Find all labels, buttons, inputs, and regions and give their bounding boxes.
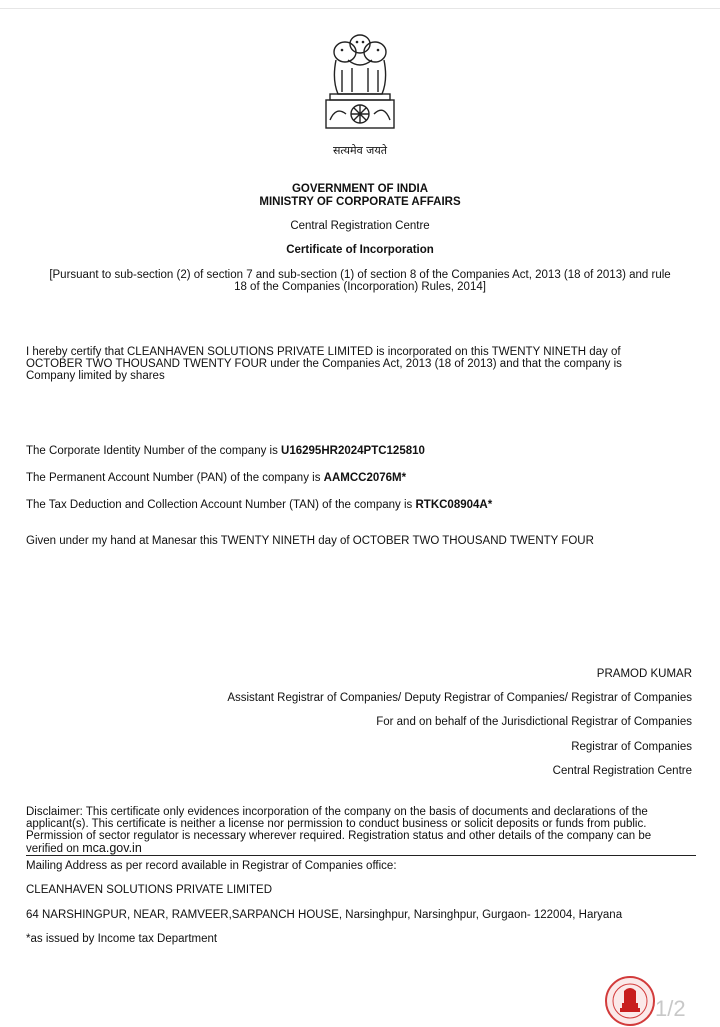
disclaimer xyxy=(26,806,694,855)
signatory-office: Central Registration Centre xyxy=(552,765,692,777)
ministry-heading: MINISTRY OF CORPORATE AFFAIRS xyxy=(259,196,461,208)
mca-link[interactable]: mca.gov.in xyxy=(82,841,142,855)
signatory-on-behalf: For and on behalf of the Jurisdictional Registrar of Companies xyxy=(376,716,692,728)
disclaimer-line: Permission of sector regulator is necessary wherever required. Registration status and other details of the company can be xyxy=(26,830,652,842)
pursuant-line-2: 18 of the Companies (Incorporation) Rules, 2014] xyxy=(234,281,486,293)
given-under-line: Given under my hand at Manesar this TWENTY NINETH day of OCTOBER TWO THOUSAND TWENTY FOUR xyxy=(26,535,594,547)
signatory-designation: Assistant Registrar of Companies/ Deputy Registrar of Companies/ Registrar of Companies xyxy=(227,692,692,704)
emblem-motto: सत्यमेव जयते xyxy=(332,144,387,157)
official-seal-icon xyxy=(604,975,656,1027)
disclaimer-line: Disclaimer: This certificate only evidences incorporation of the company on the basis of documents and declarations of the xyxy=(26,806,648,818)
certificate-title: Certificate of Incorporation xyxy=(286,244,434,256)
tan-line xyxy=(26,499,492,511)
pan-value: AAMCC2076M* xyxy=(323,472,407,484)
cin-line xyxy=(26,445,425,457)
disclaimer-line xyxy=(26,842,694,855)
certification-line: I hereby certify that CLEANHAVEN SOLUTIONS PRIVATE LIMITED is incorporated on this TWENTY NINETH day of xyxy=(26,346,621,358)
signatory-name: PRAMOD KUMAR xyxy=(596,668,692,680)
pan-label: The Permanent Account Number (PAN) of the company is xyxy=(26,472,324,484)
government-heading: GOVERNMENT OF INDIA xyxy=(291,183,429,195)
centre-name: Central Registration Centre xyxy=(290,220,430,232)
page-indicator: 1/2 xyxy=(655,996,686,1021)
tan-label: The Tax Deduction and Collection Account Number (TAN) of the company is xyxy=(26,499,416,511)
mailing-company: CLEANHAVEN SOLUTIONS PRIVATE LIMITED xyxy=(26,884,273,896)
footnote: *as issued by Income tax Department xyxy=(26,933,218,945)
mailing-address: 64 NARSHINGPUR, NEAR, RAMVEER,SARPANCH HOUSE, Narsinghpur, Narsinghpur, Gurgaon- 122004, Haryana xyxy=(26,909,623,921)
certification-line: Company limited by shares xyxy=(26,370,165,382)
disclaimer-line: applicant(s). This certificate is neither a license nor permission to conduct business or solicit deposits or funds from public. xyxy=(26,818,647,830)
pan-line xyxy=(26,472,406,484)
cin-label: The Corporate Identity Number of the company is xyxy=(26,445,282,457)
certification-paragraph xyxy=(26,346,694,382)
cin-value: U16295HR2024PTC125810 xyxy=(281,445,425,457)
disclaimer-divider xyxy=(26,855,696,856)
top-divider xyxy=(0,8,720,9)
tan-value: RTKC08904A* xyxy=(415,499,493,511)
certification-line: OCTOBER TWO THOUSAND TWENTY FOUR under the Companies Act, 2013 (18 of 2013) and that the company is xyxy=(26,358,622,370)
signatory-role: Registrar of Companies xyxy=(571,741,692,753)
national-emblem-icon xyxy=(318,30,402,142)
pursuant-line-1: [Pursuant to sub-section (2) of section 7 and sub-section (1) of section 8 of the Companies Act, 2013 (18 of 2013) and rule xyxy=(49,269,671,281)
mailing-heading: Mailing Address as per record available in Registrar of Companies office: xyxy=(26,860,397,872)
disclaimer-prefix: verified on xyxy=(26,843,83,855)
